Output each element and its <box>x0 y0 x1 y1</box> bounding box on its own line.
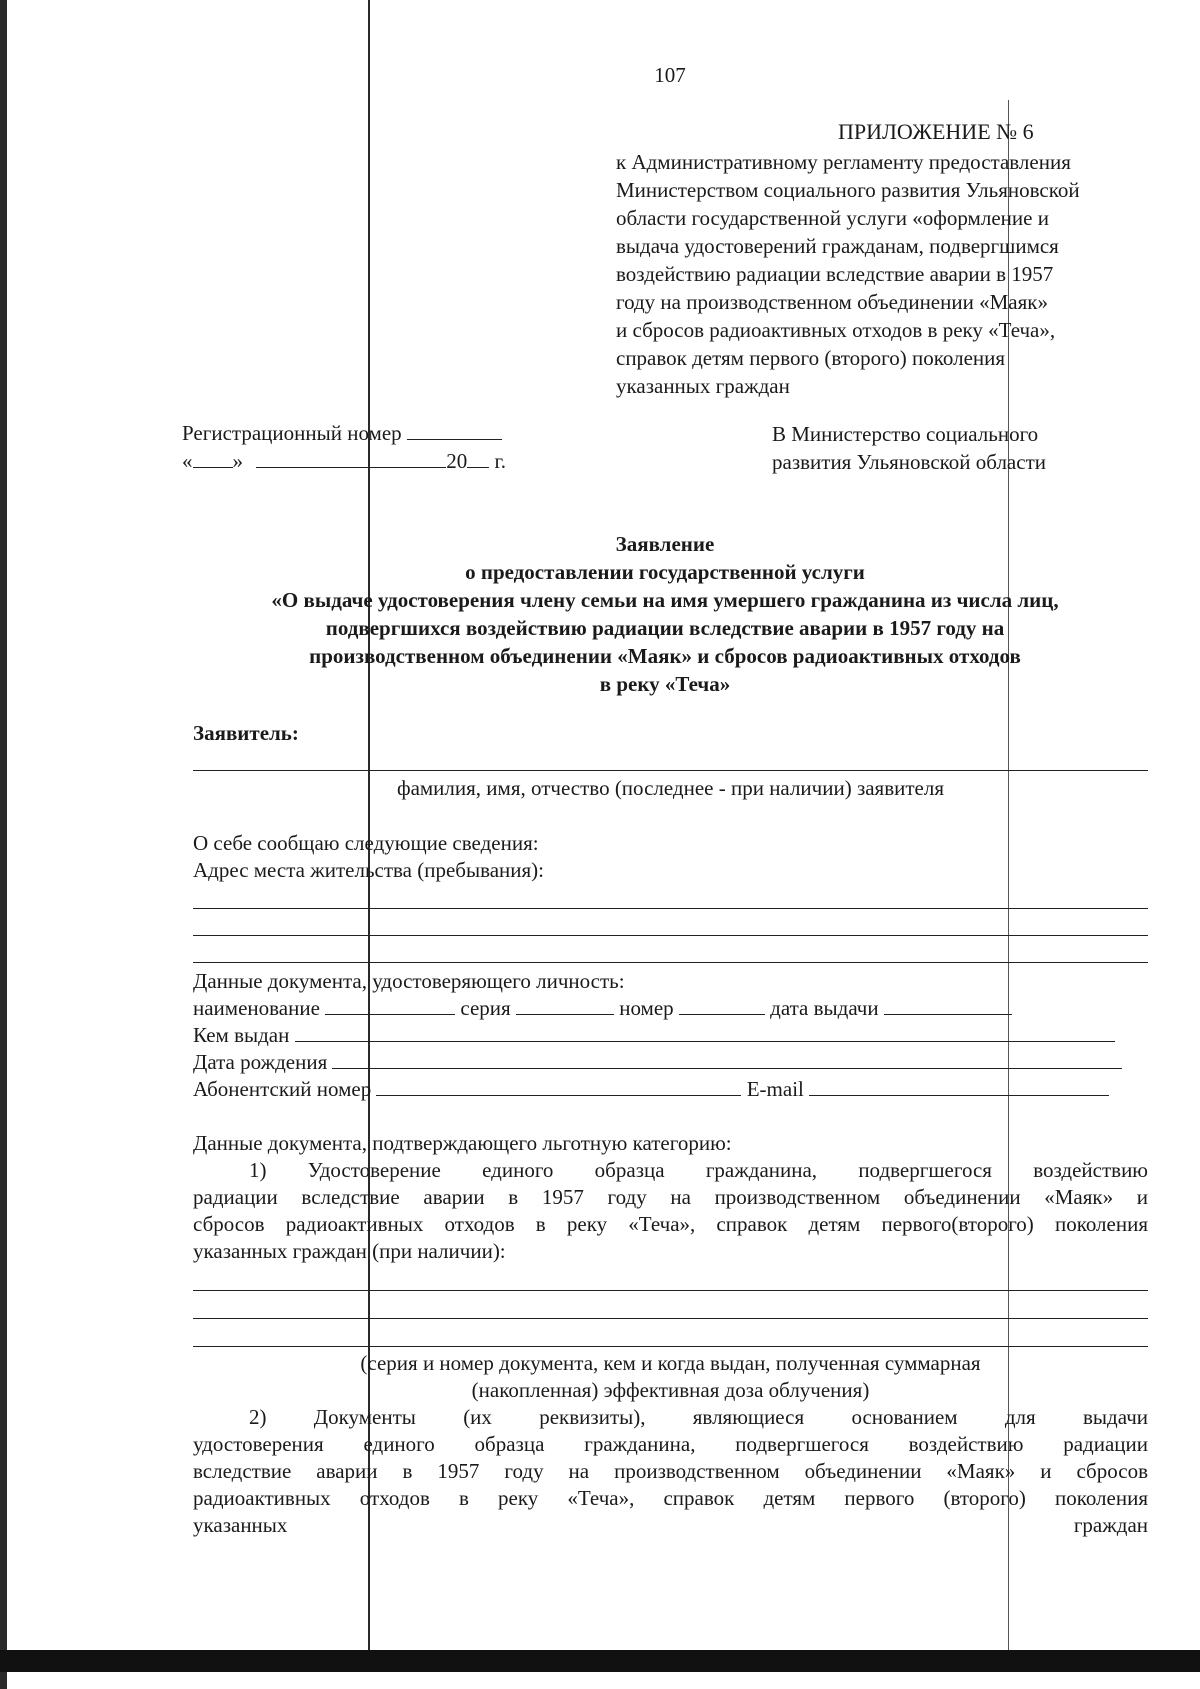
appendix-line: Министерством социального развития Ульяновской <box>616 178 1080 202</box>
heading-line: «О выдаче удостоверения члену семьи на имя умершего гражданина из числа лиц, <box>271 588 1059 612</box>
phone-label: Абонентский номер <box>193 1077 372 1101</box>
scan-left-border <box>0 0 7 1689</box>
page-number: 107 <box>654 63 686 87</box>
registration-date-row <box>182 448 506 475</box>
document-series-label: серия <box>460 996 511 1020</box>
contacts-row <box>193 1076 1109 1103</box>
appendix-line: году на производственном объединении «Маяк» <box>616 290 1048 314</box>
benefit-item-2-line: 2) Документы (их реквизиты), являющиеся основанием для выдачи <box>249 1405 1148 1429</box>
benefit-caption-line: (накопленная) эффективная доза облучения) <box>471 1378 870 1402</box>
date-year-suffix: г. <box>494 449 506 473</box>
date-day-blank[interactable] <box>193 449 233 468</box>
benefit-caption <box>193 1350 1148 1404</box>
date-month-blank[interactable] <box>256 449 446 468</box>
document-number-blank[interactable] <box>679 996 765 1015</box>
appendix-line: области государственной услуги «оформление и <box>616 206 1049 230</box>
benefit-item-1-line: 1) Удостоверение единого образца гражданина, подвергшегося воздействию <box>249 1158 1148 1182</box>
document-number-label: номер <box>619 996 674 1020</box>
applicant-name-field[interactable] <box>193 770 1148 771</box>
benefit-item-1-line: радиации вследствие аварии в 1957 году на производственном объединении «Маяк» и <box>193 1185 1148 1209</box>
benefit-item-2-line: удостоверения единого образца гражданина, подвергшегося воздействию радиации <box>193 1432 1148 1456</box>
date-year-prefix: 20 <box>446 449 468 473</box>
addressee <box>772 420 1046 476</box>
appendix-line: выдача удостоверений гражданам, подвергшимся <box>616 234 1059 258</box>
benefit-item-2-last-right: граждан <box>1073 1513 1148 1537</box>
heading-line: подвергшихся воздействию радиации вследствие аварии в 1957 году на <box>325 616 1005 640</box>
heading-line: в реку «Теча» <box>599 672 731 696</box>
document-name-label: наименование <box>193 996 320 1020</box>
birth-date-blank[interactable] <box>332 1050 1122 1069</box>
about-intro: О себе сообщаю следующие сведения: <box>193 831 539 855</box>
email-blank[interactable] <box>809 1077 1109 1096</box>
appendix-text <box>616 148 1196 400</box>
benefit-item-2-line: радиоактивных отходов в реку «Теча», справок детям первого (второго) поколения <box>193 1486 1148 1510</box>
benefit-item-2-last-line <box>193 1512 1148 1539</box>
identity-title: Данные документа, удостоверяющего личность: <box>193 969 625 993</box>
document-name-blank[interactable] <box>325 996 455 1015</box>
heading-line: о предоставлении государственной услуги <box>465 560 865 584</box>
document-issue-date-blank[interactable] <box>884 996 1012 1015</box>
identity-details-row <box>193 995 1012 1022</box>
issued-by-label: Кем выдан <box>193 1023 290 1047</box>
application-heading <box>190 530 1140 698</box>
appendix-title: ПРИЛОЖЕНИЕ № 6 <box>838 119 1034 144</box>
document-issue-date-label: дата выдачи <box>770 996 879 1020</box>
addressee-line: В Министерство социального <box>772 422 1039 446</box>
benefit-item-1-line: сбросов радиоактивных отходов в реку «Теча», справок детям первого(второго) поколения <box>193 1212 1148 1236</box>
benefit-document-field-line[interactable] <box>193 1318 1148 1319</box>
appendix-line: и сбросов радиоактивных отходов в реку «Теча», <box>616 318 1056 342</box>
benefit-title: Данные документа, подтверждающего льготную категорию: <box>193 1131 732 1155</box>
registration-number-label: Регистрационный номер <box>182 421 402 445</box>
appendix-line: указанных граждан <box>616 374 790 398</box>
issued-by-row <box>193 1022 1115 1049</box>
address-field-line[interactable] <box>193 935 1148 936</box>
benefit-item-2 <box>193 1404 1148 1539</box>
date-close-quote: » <box>232 449 243 473</box>
benefit-document-field-line[interactable] <box>193 1346 1148 1347</box>
date-year-blank[interactable] <box>467 449 489 468</box>
document-series-blank[interactable] <box>516 996 614 1015</box>
registration-number-row <box>182 420 502 447</box>
appendix-line: справок детям первого (второго) поколения <box>616 346 1006 370</box>
applicant-label: Заявитель: <box>193 721 299 745</box>
date-open-quote: « <box>182 449 193 473</box>
birth-date-row <box>193 1049 1122 1076</box>
scan-bottom-border <box>0 1650 1200 1672</box>
heading-title: Заявление <box>615 532 715 556</box>
benefit-caption-line: (серия и номер документа, кем и когда выдан, полученная суммарная <box>360 1351 981 1375</box>
appendix-line: к Административному регламенту предоставления <box>616 150 1071 174</box>
phone-blank[interactable] <box>376 1077 741 1096</box>
registration-number-blank[interactable] <box>407 421 502 440</box>
birth-date-label: Дата рождения <box>193 1050 328 1074</box>
issued-by-blank[interactable] <box>295 1023 1115 1042</box>
benefit-item-2-last-left: указанных <box>193 1513 288 1537</box>
benefit-item-2-line: вследствие аварии в 1957 году на производственном объединении «Маяк» и сбросов <box>193 1459 1148 1483</box>
applicant-caption: фамилия, имя, отчество (последнее - при наличии) заявителя <box>396 776 945 800</box>
addressee-line: развития Ульяновской области <box>772 450 1046 474</box>
heading-line: производственном объединении «Маяк» и сбросов радиоактивных отходов <box>309 644 1021 668</box>
address-field-line[interactable] <box>193 908 1148 909</box>
benefit-item-1-line: указанных граждан (при наличии): <box>193 1239 506 1263</box>
appendix-line: воздействию радиации вследствие аварии в 1957 <box>616 262 1054 286</box>
email-label: E-mail <box>746 1077 804 1101</box>
address-field-line[interactable] <box>193 962 1148 963</box>
benefit-item-1 <box>193 1157 1148 1265</box>
benefit-document-field-line[interactable] <box>193 1290 1148 1291</box>
address-label: Адрес места жительства (пребывания): <box>193 858 545 882</box>
